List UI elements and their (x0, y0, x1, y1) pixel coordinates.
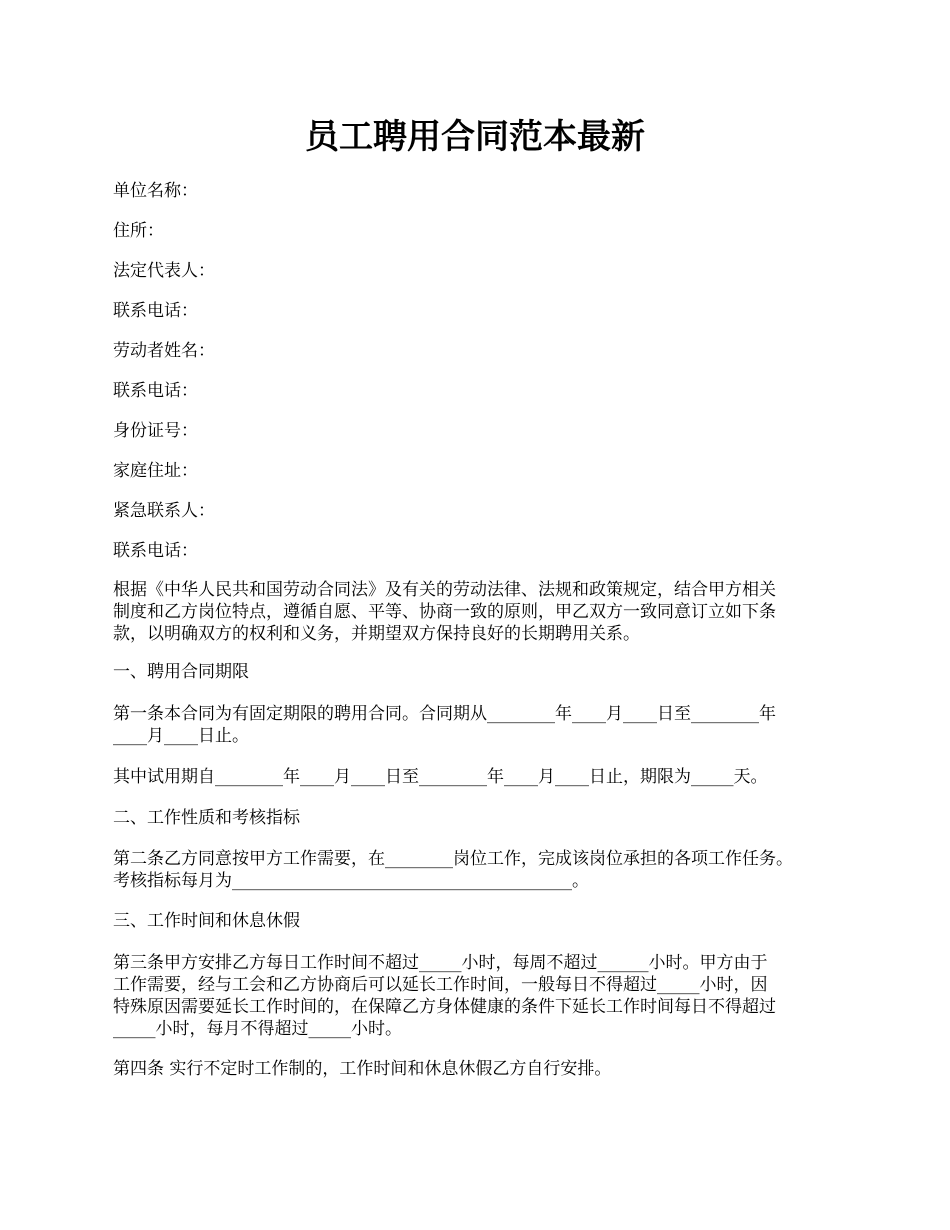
field-emergency-contact: 紧急联系人： (113, 501, 215, 521)
article-1-line-1: 第一条本合同为有固定期限的聘用合同。合同期从________年____月____日至________年 (113, 704, 776, 724)
field-employee-name: 劳动者姓名： (113, 341, 215, 361)
article-2-line-1: 第二条乙方同意按甲方工作需要，在________岗位工作，完成该岗位承担的各项工作任务。 (113, 849, 793, 869)
article-3-line-3: 特殊原因需要延长工作时间的，在保障乙方身体健康的条件下延长工作时间每日不得超过 (113, 997, 776, 1017)
preamble-line-1: 根据《中华人民共和国劳动合同法》及有关的劳动法律、法规和政策规定，结合甲方相关 (113, 580, 776, 600)
article-3-line-2: 工作需要，经与工会和乙方协商后可以延长工作时间，一般每日不得超过_____小时，因 (113, 975, 768, 995)
article-2-line-2: 考核指标每月为________________________________________。 (113, 871, 589, 891)
document-title: 员工聘用合同范本最新 (305, 117, 645, 157)
field-address: 住所： (113, 221, 164, 241)
article-3-line-1: 第三条甲方安排乙方每日工作时间不超过_____小时，每周不超过______小时。甲方由于 (113, 953, 768, 973)
field-employer-name: 单位名称： (113, 181, 198, 201)
field-legal-representative: 法定代表人： (113, 261, 215, 281)
field-id-number: 身份证号： (113, 421, 198, 441)
preamble-line-3: 款，以明确双方的权利和义务，并期望双方保持良好的长期聘用关系。 (113, 624, 640, 644)
section-heading-term: 一、聘用合同期限 (113, 662, 249, 682)
section-heading-work-nature: 二、工作性质和考核指标 (113, 808, 300, 828)
article-1-line-2: ____月____日止。 (113, 726, 249, 746)
field-employer-phone: 联系电话： (113, 301, 198, 321)
article-4-line-1: 第四条 实行不定时工作制的，工作时间和休息休假乙方自行安排。 (113, 1059, 612, 1079)
field-home-address: 家庭住址： (113, 461, 198, 481)
field-emergency-phone: 联系电话： (113, 541, 198, 561)
field-employee-phone: 联系电话： (113, 381, 198, 401)
article-3-line-4: _____小时，每月不得超过_____小时。 (113, 1019, 402, 1039)
section-heading-work-time: 三、工作时间和休息休假 (113, 911, 300, 931)
preamble-line-2: 制度和乙方岗位特点，遵循自愿、平等、协商一致的原则，甲乙双方一致同意订立如下条 (113, 602, 776, 622)
probation-line: 其中试用期自________年____月____日至________年____月____日止，期限为_____天。 (113, 767, 768, 787)
